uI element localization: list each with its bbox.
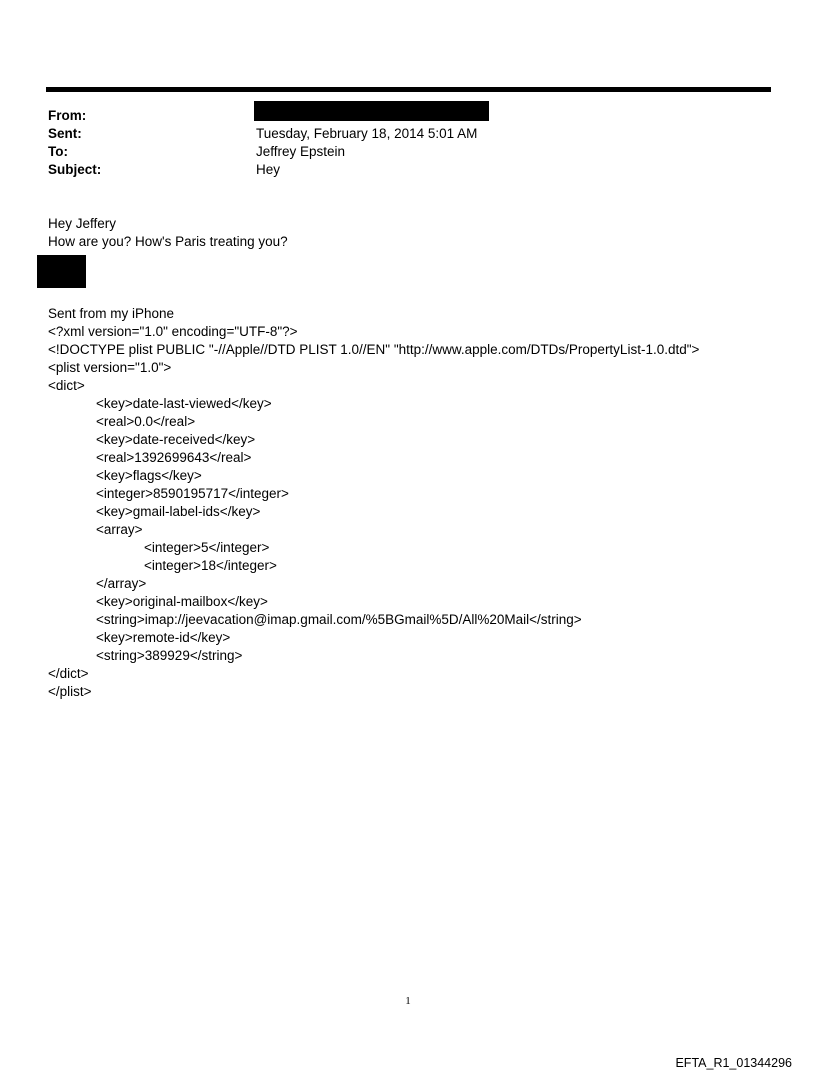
xml-line: </dict> — [48, 666, 89, 681]
sent-label: Sent: — [48, 126, 82, 141]
xml-line: <?xml version="1.0" encoding="UTF-8"?> — [48, 324, 298, 339]
subject-value: Hey — [256, 162, 281, 177]
redaction-block — [37, 255, 86, 288]
xml-line: <string>imap://jeevacation@imap.gmail.com/%5BGmail%5D/All%20Mail</string> — [96, 612, 582, 627]
xml-plist-block — [48, 323, 699, 701]
xml-line: <dict> — [48, 378, 85, 393]
from-label: From: — [48, 108, 87, 123]
xml-line: <integer>5</integer> — [144, 540, 270, 555]
signature-text: Sent from my iPhone — [48, 306, 175, 321]
xml-line: <key>date-last-viewed</key> — [96, 396, 272, 411]
to-value: Jeffrey Epstein — [256, 144, 346, 159]
xml-line: <integer>18</integer> — [144, 558, 277, 573]
xml-line: <key>flags</key> — [96, 468, 202, 483]
xml-line: <key>gmail-label-ids</key> — [96, 504, 261, 519]
xml-line: <plist version="1.0"> — [48, 360, 172, 375]
document-id: EFTA_R1_01344296 — [675, 1056, 792, 1070]
xml-line: <key>date-received</key> — [96, 432, 256, 447]
xml-line: <real>1392699643</real> — [96, 450, 252, 465]
redaction-from — [254, 101, 489, 121]
xml-line: <array> — [96, 522, 143, 537]
xml-line: <key>remote-id</key> — [96, 630, 231, 645]
to-label: To: — [48, 144, 68, 159]
subject-label: Subject: — [48, 162, 102, 177]
xml-line: <integer>8590195717</integer> — [96, 486, 289, 501]
sent-value: Tuesday, February 18, 2014 5:01 AM — [256, 126, 478, 141]
xml-line: <!DOCTYPE plist PUBLIC "-//Apple//DTD PLIST 1.0//EN" "http://www.apple.com/DTDs/PropertyList-1.0.dtd"> — [48, 342, 700, 357]
question-text: How are you? How's Paris treating you? — [48, 234, 288, 249]
xml-line: <real>0.0</real> — [96, 414, 196, 429]
xml-line: </plist> — [48, 684, 92, 699]
page-number: 1 — [405, 995, 411, 1007]
header-rule — [46, 87, 771, 92]
greeting-text: Hey Jeffery — [48, 216, 117, 231]
xml-line: <key>original-mailbox</key> — [96, 594, 268, 609]
xml-line: <string>389929</string> — [96, 648, 243, 663]
xml-line: </array> — [96, 576, 147, 591]
